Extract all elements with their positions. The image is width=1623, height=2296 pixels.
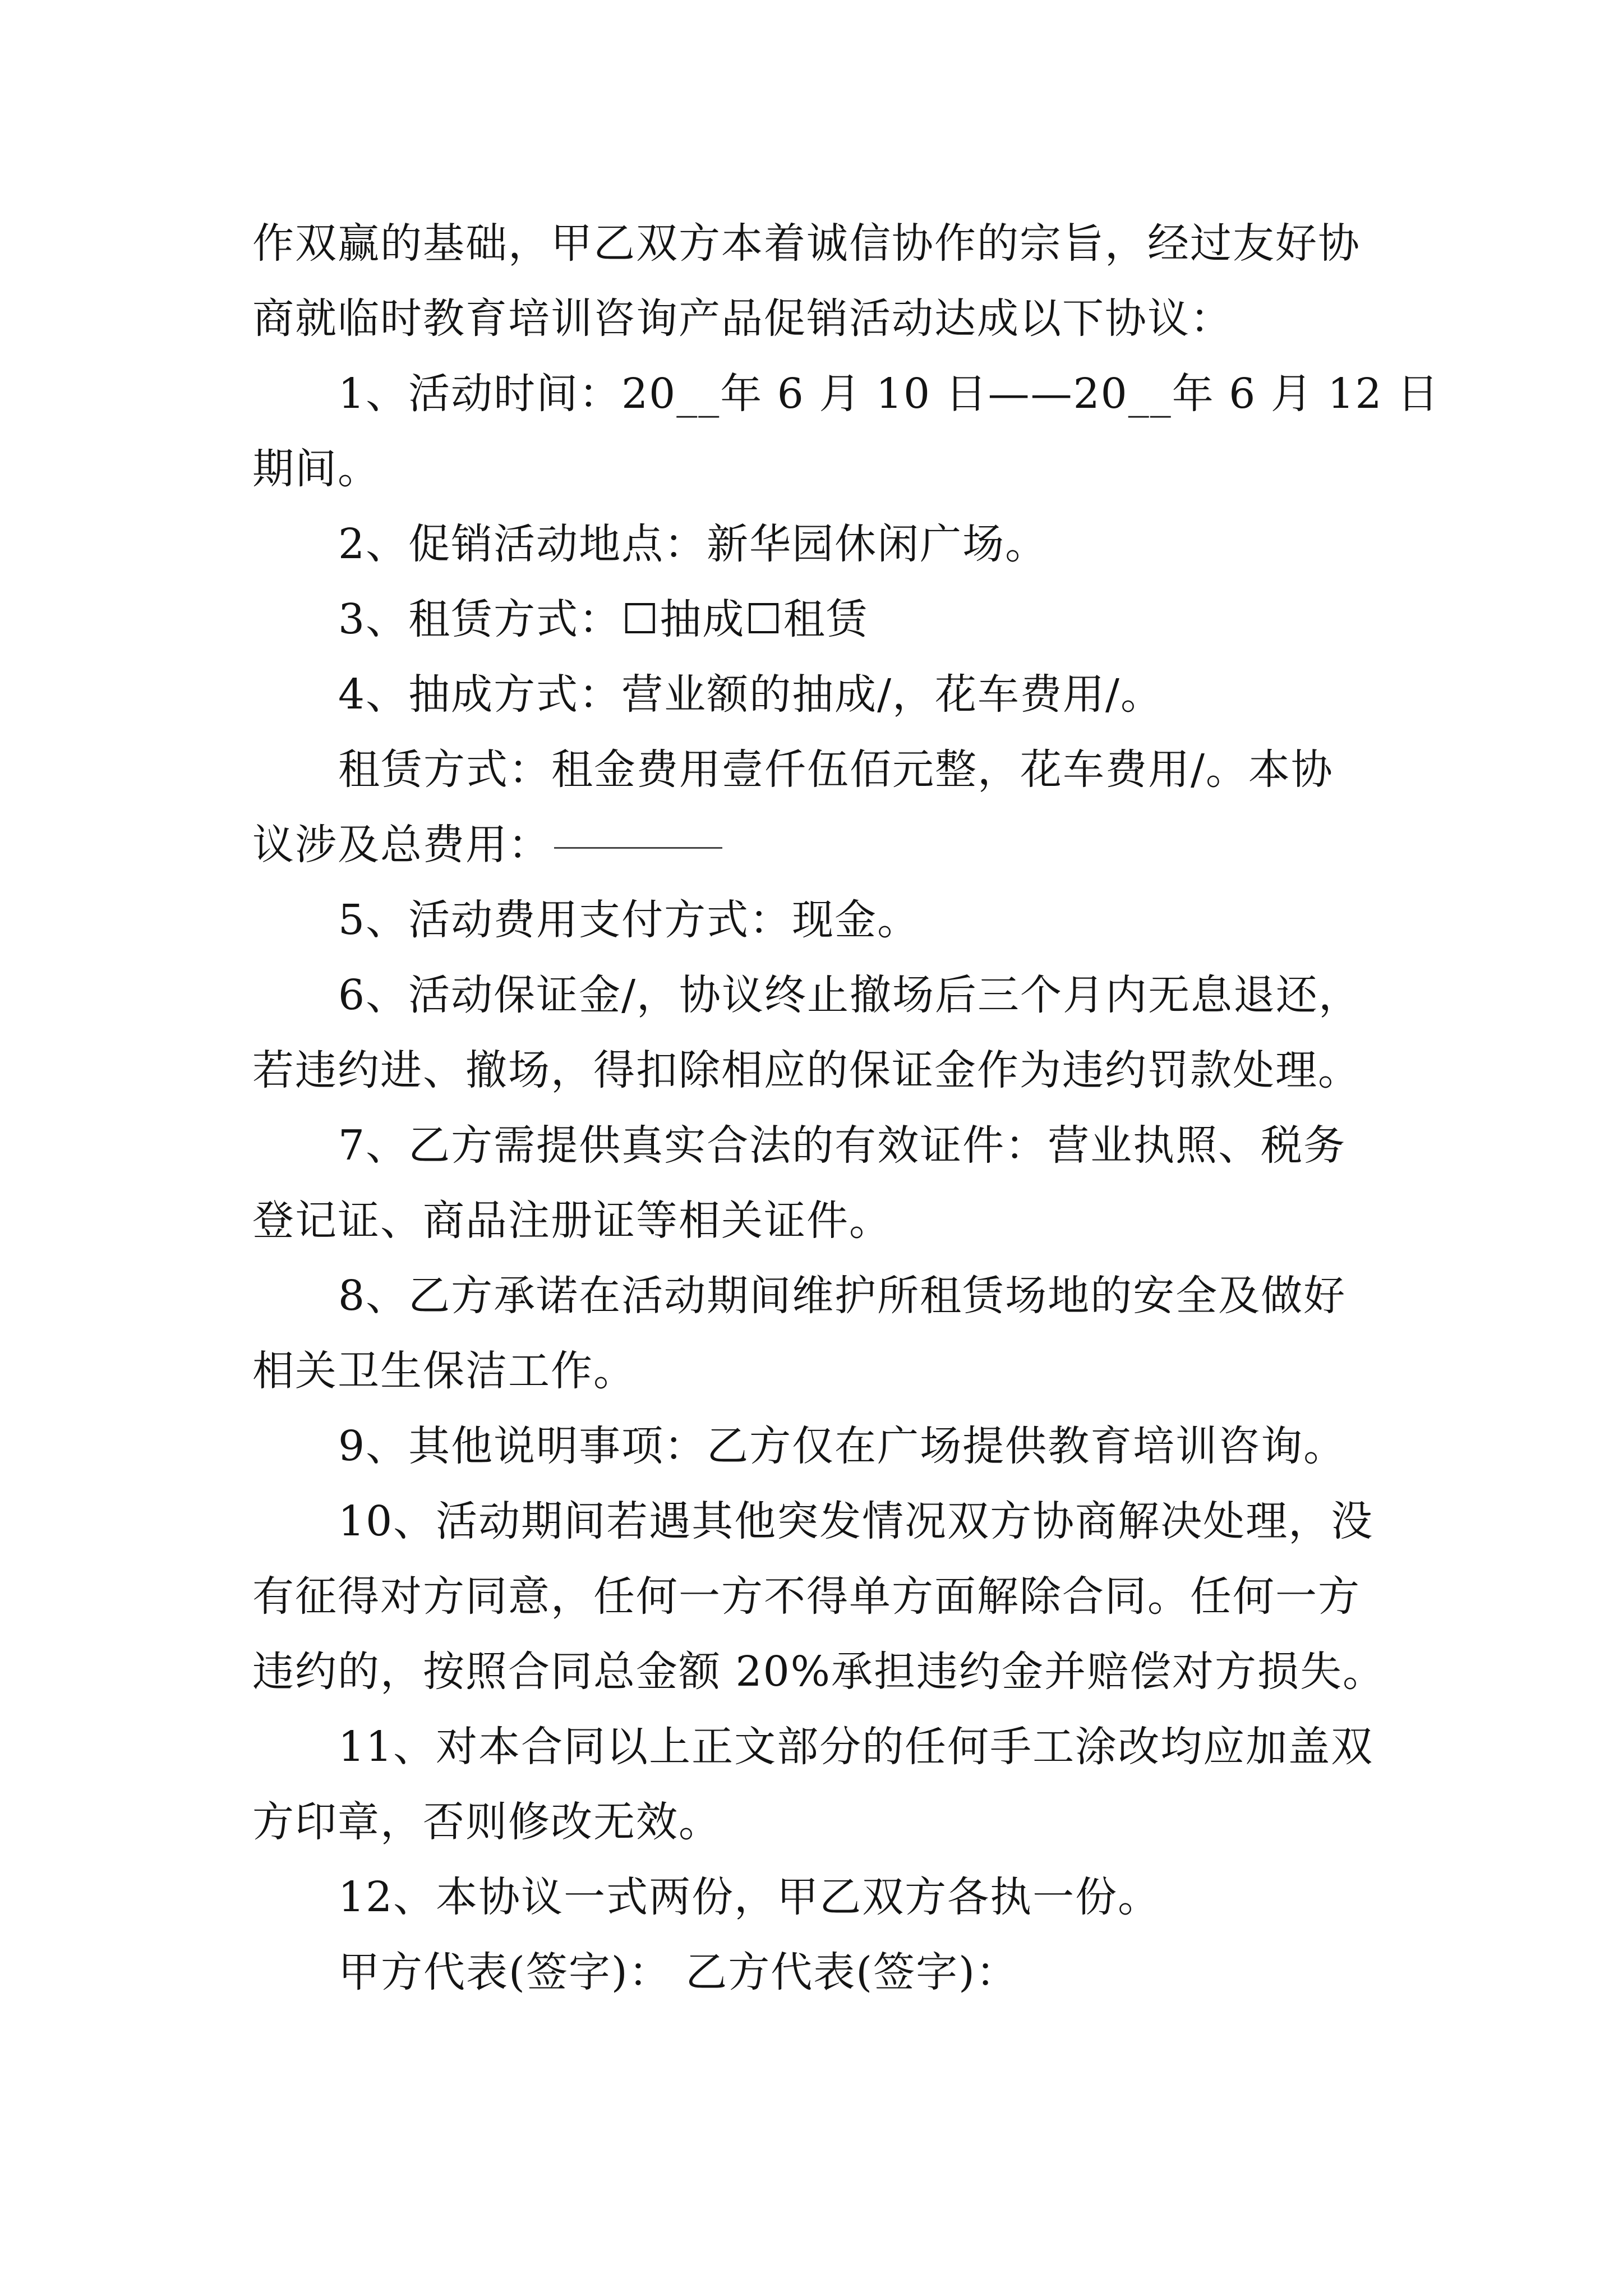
text-line-1: 作双赢的基础，甲乙双方本着诚信协作的宗旨，经过友好协 bbox=[252, 219, 1361, 268]
clause-6-deposit: 6、活动保证金/，协议终止撤场后三个月内无息退还， bbox=[338, 971, 1362, 1019]
total-fee-label: 议涉及总费用： bbox=[252, 821, 551, 869]
text-line-19: 有征得对方同意，任何一方不得单方面解除合同。任何一方 bbox=[252, 1572, 1361, 1621]
clause-4-commission: 4、抽成方式：营业额的抽成/，花车费用/。 bbox=[338, 670, 1163, 719]
text-line-14: 登记证、商品注册证等相关证件。 bbox=[252, 1197, 892, 1245]
clause-5-payment: 5、活动费用支付方式：现金。 bbox=[338, 896, 920, 944]
clause-12-copies: 12、本协议一式两份，甲乙双方各执一份。 bbox=[338, 1873, 1161, 1921]
clause-2-location: 2、促销活动地点：新华园休闲广场。 bbox=[338, 520, 1048, 568]
text-line-4: 期间。 bbox=[252, 445, 380, 493]
clause-9-notes: 9、其他说明事项：乙方仅在广场提供教育培训咨询。 bbox=[338, 1422, 1347, 1470]
text-line-12: 若违约进、撤场，得扣除相应的保证金作为违约罚款处理。 bbox=[252, 1046, 1361, 1094]
clause-3-lease-method: 3、租赁方式：☐抽成☐租赁 bbox=[338, 595, 869, 643]
lease-fee-line: 租赁方式：租金费用壹仟伍佰元整，花车费用/。本协 bbox=[338, 746, 1334, 794]
total-fee-line bbox=[252, 817, 722, 873]
text-line-16: 相关卫生保洁工作。 bbox=[252, 1347, 636, 1395]
clause-7-documents: 7、乙方需提供真实合法的有效证件：营业执照、税务 bbox=[338, 1121, 1347, 1170]
text-line-2: 商就临时教育培训咨询产品促销活动达成以下协议： bbox=[252, 295, 1233, 343]
clause-11-alterations: 11、对本合同以上正文部分的任何手工涂改均应加盖双 bbox=[338, 1723, 1374, 1771]
clause-1-activity-time: 1、活动时间：20__年 6 月 10 日——20__年 6 月 12 日 bbox=[338, 370, 1440, 418]
total-fee-blank bbox=[554, 846, 722, 849]
signature-line: 甲方代表(签字)： 乙方代表(签字)： bbox=[338, 1948, 1019, 1996]
text-line-22: 方印章，否则修改无效。 bbox=[252, 1798, 721, 1846]
text-line-20: 违约的，按照合同总金额 20%承担违约金并赔偿对方损失。 bbox=[252, 1648, 1385, 1696]
clause-8-safety: 8、乙方承诺在活动期间维护所租赁场地的安全及做好 bbox=[338, 1272, 1347, 1320]
clause-10-emergency: 10、活动期间若遇其他突发情况双方协商解决处理，没 bbox=[338, 1497, 1374, 1545]
